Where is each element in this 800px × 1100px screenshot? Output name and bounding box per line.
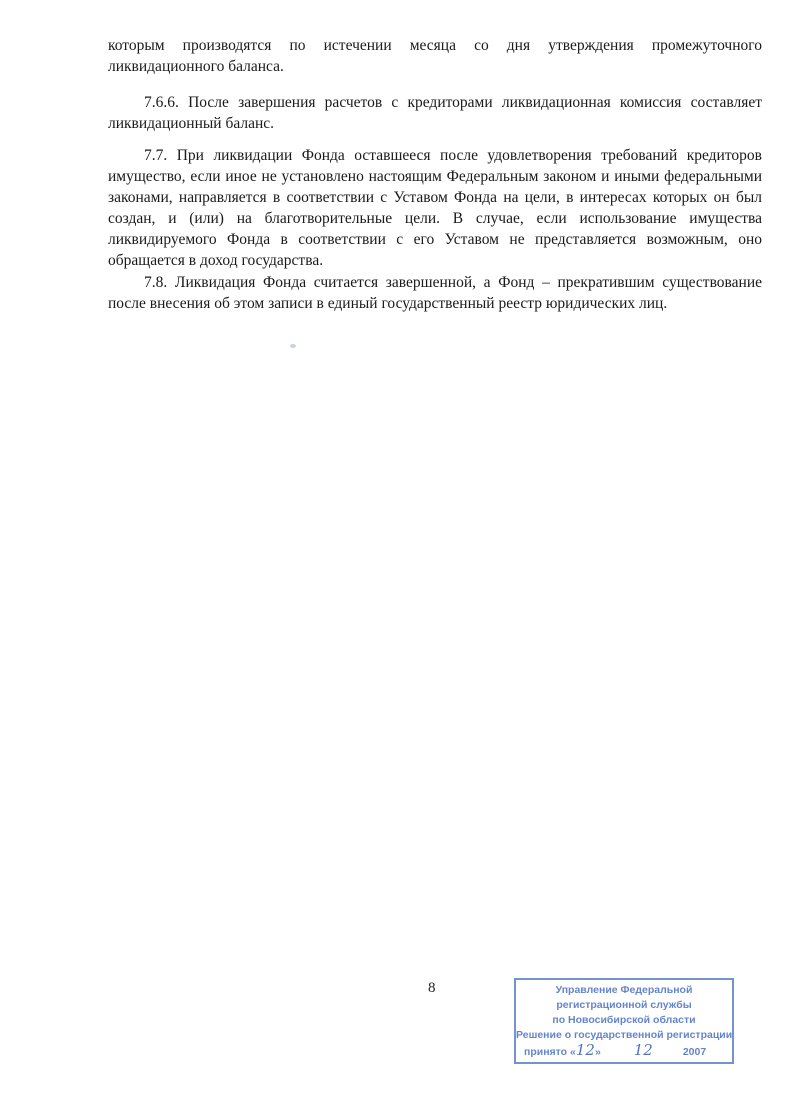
scan-speck — [290, 344, 296, 348]
paragraph-7-6-6: 7.6.6. После завершения расчетов с кредиторами ликвидационная комиссия составляет ликвидационный баланс. — [108, 94, 762, 132]
paragraph-7-7: 7.7. При ликвидации Фонда оставшееся после удовлетворения требований кредиторов имущество, если иное не установлено настоящим Федеральным законом и иными федеральными законами, направляется в соответствии с Уставом Фонда на цели, в интересах которых он был создан, и (или) на благотворительные цели. В случае, если использование имущества ликвидируемого Фонда в соответствии с его Уставом не представляется возможным, оно обращается в доход государства. — [108, 147, 762, 269]
paragraph-7-8: 7.8. Ликвидация Фонда считается завершенной, а Фонд – прекратившим существование после внесения об этом записи в единый государственный реестр юридических лиц. — [108, 274, 762, 312]
stamp-line-4: Решение о государственной регистрации — [516, 1029, 733, 1041]
registration-stamp — [514, 978, 734, 1064]
paragraph-continuation: которым производятся по истечении месяца со дня утверждения промежуточного ликвидационного баланса. — [108, 37, 762, 75]
stamp-accepted-mid: » — [594, 1046, 601, 1058]
stamp-accepted-prefix: принято « — [524, 1046, 576, 1058]
stamp-month-handwritten: 12 — [633, 1041, 653, 1059]
page-number: 8 — [428, 980, 436, 996]
stamp-line-3: по Новосибирской области — [552, 1014, 696, 1026]
stamp-line-2: регистрационной службы — [556, 999, 692, 1011]
stamp-day-handwritten: 12 — [575, 1041, 595, 1059]
stamp-accepted-line — [516, 1043, 732, 1060]
stamp-year: 2007 — [682, 1046, 707, 1058]
stamp-line-1: Управление Федеральной — [555, 984, 693, 996]
